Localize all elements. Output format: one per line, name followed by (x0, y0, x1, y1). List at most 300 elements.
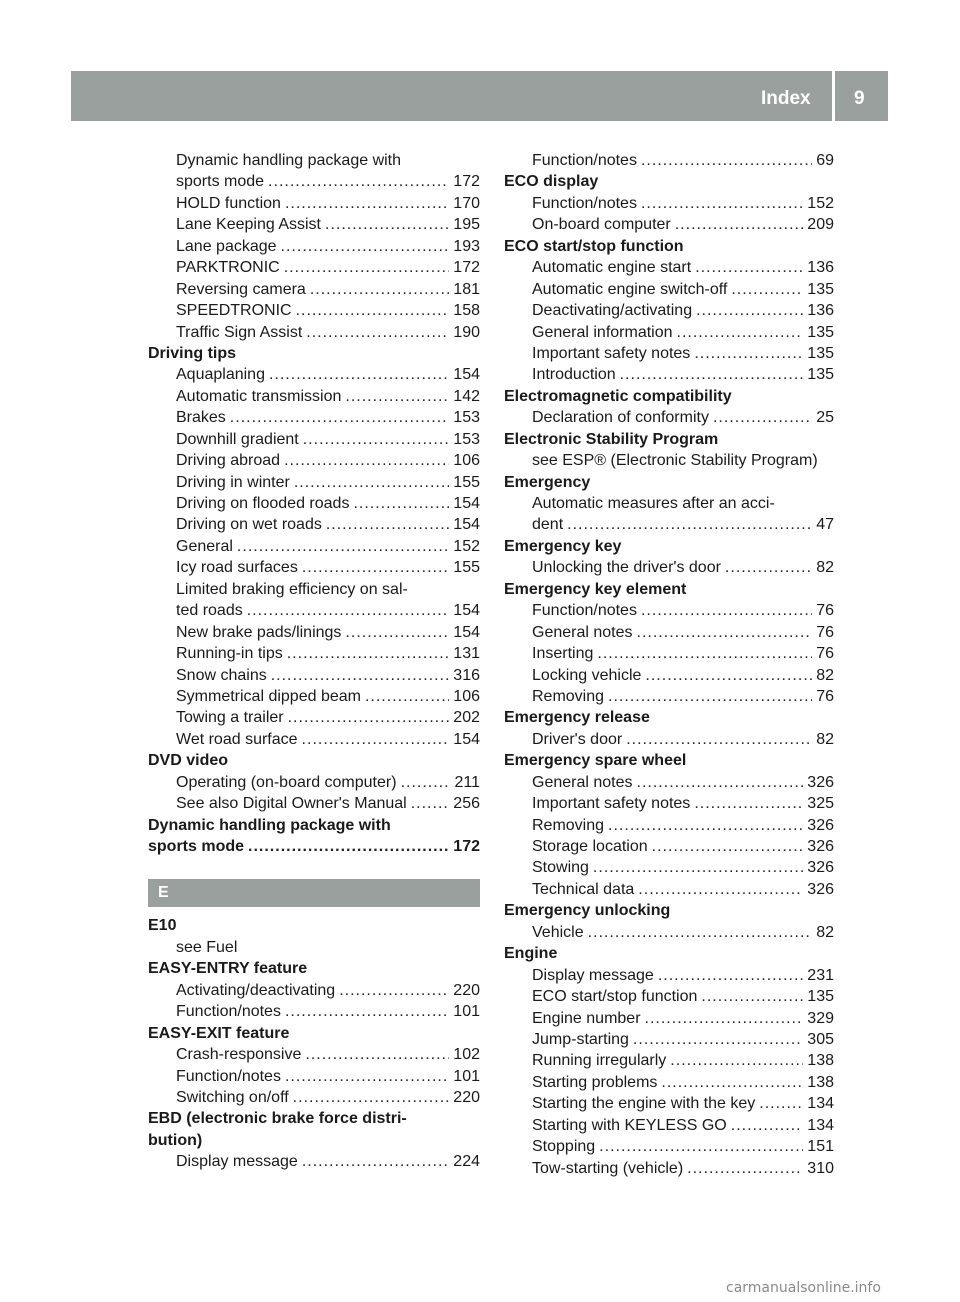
page-ref[interactable]: 25 (816, 409, 834, 427)
index-entry (148, 1044, 480, 1065)
entry-text: Tow-starting (vehicle) (532, 1159, 684, 1177)
page-ref[interactable]: 106 (453, 687, 480, 705)
page-ref[interactable]: 172 (453, 259, 480, 277)
dot-leader (302, 557, 449, 578)
index-entry (504, 407, 834, 428)
page-ref[interactable]: 202 (453, 709, 480, 727)
dot-leader (641, 193, 803, 214)
entry-text: sports mode (148, 838, 245, 855)
dot-leader (294, 472, 449, 493)
dot-leader (626, 729, 812, 750)
page-ref[interactable]: 195 (453, 216, 480, 234)
index-entry (148, 257, 480, 278)
dot-leader (645, 1008, 804, 1029)
dot-leader (713, 407, 812, 428)
index-heading (148, 958, 480, 979)
entry-text: Function/notes (176, 1003, 281, 1021)
index-entry (504, 643, 834, 664)
index-heading (504, 536, 834, 557)
entry-text: Important safety notes (532, 344, 691, 362)
index-entry (148, 729, 480, 750)
entry-text: Driver's door (532, 730, 623, 748)
index-entry (504, 600, 834, 621)
index-entry (504, 922, 834, 943)
page-ref[interactable]: 136 (807, 259, 834, 277)
entry-text: Switching on/off (176, 1088, 289, 1106)
index-entry (504, 1029, 834, 1050)
page-ref[interactable]: 224 (453, 1153, 480, 1171)
page-ref[interactable]: 316 (453, 666, 480, 684)
index-entry (504, 879, 834, 900)
entry-text: Activating/deactivating (176, 981, 336, 999)
entry-text: Emergency spare wheel (504, 752, 687, 770)
index-entry (148, 643, 480, 664)
page-ref[interactable]: 82 (816, 923, 834, 941)
page-ref[interactable]: 155 (453, 473, 480, 491)
page-ref[interactable]: 152 (453, 537, 480, 555)
page-ref[interactable]: 134 (807, 1095, 834, 1113)
index-heading (504, 707, 834, 728)
dot-leader (725, 557, 812, 578)
entry-text: Icy road surfaces (176, 559, 298, 577)
page-ref[interactable]: 256 (453, 795, 480, 813)
index-entry (148, 937, 480, 958)
dot-leader (677, 322, 804, 343)
page-ref[interactable]: 193 (453, 237, 480, 255)
dot-leader (326, 514, 449, 535)
index-entry (148, 1066, 480, 1087)
index-entry (148, 622, 480, 643)
page-ref[interactable]: 134 (807, 1116, 834, 1134)
index-entry (148, 707, 480, 728)
dot-leader (306, 322, 449, 343)
page-ref[interactable]: 181 (453, 280, 480, 298)
entry-text: Display message (532, 966, 654, 984)
entry-text: Automatic transmission (176, 387, 342, 405)
entry-text: Towing a trailer (176, 709, 284, 727)
index-heading (148, 815, 480, 836)
index-entry (148, 450, 480, 471)
index-heading (504, 579, 834, 600)
dot-leader (638, 879, 803, 900)
index-entry (504, 150, 834, 171)
page-ref[interactable]: 153 (453, 409, 480, 427)
dot-leader (637, 772, 804, 793)
dot-leader (731, 1115, 804, 1136)
index-entry (504, 322, 834, 343)
page-ref[interactable]: 69 (816, 152, 834, 169)
dot-leader (268, 171, 449, 192)
page-ref[interactable]: 155 (453, 559, 480, 577)
entry-text: On-board computer (532, 216, 671, 234)
page-ref[interactable]: 154 (453, 366, 480, 384)
dot-leader (339, 980, 449, 1001)
entry-text: Introduction (532, 366, 616, 384)
page-ref[interactable]: 172 (453, 173, 480, 191)
dot-leader (608, 686, 812, 707)
dot-leader (269, 364, 449, 385)
page-ref[interactable]: 154 (453, 602, 480, 620)
entry-text: See also Digital Owner's Manual (176, 795, 407, 813)
dot-leader (661, 1072, 803, 1093)
page-ref[interactable]: 326 (807, 880, 834, 898)
index-entry (148, 429, 480, 450)
page-ref[interactable]: 211 (454, 773, 480, 791)
index-entry (504, 1158, 834, 1179)
dot-leader (759, 1093, 803, 1114)
entry-text: Automatic engine start (532, 259, 692, 277)
index-entry (504, 193, 834, 214)
index-entry (148, 407, 480, 428)
entry-text: Technical data (532, 880, 635, 898)
index-entry (148, 171, 480, 192)
dot-leader (633, 1029, 803, 1050)
index-entry (504, 1115, 834, 1136)
entry-text: Driving on wet roads (176, 516, 322, 534)
index-entry (148, 772, 480, 793)
index-heading (504, 429, 834, 450)
entry-text: Crash-responsive (176, 1046, 302, 1064)
entry-text: HOLD function (176, 194, 281, 212)
index-entry (504, 257, 834, 278)
index-entry (504, 450, 834, 471)
page-ref[interactable]: 76 (816, 687, 834, 705)
index-heading (148, 1108, 480, 1129)
index-entry (504, 986, 834, 1007)
page-number: 9 (854, 88, 865, 109)
entry-text: Downhill gradient (176, 430, 299, 448)
dot-leader (271, 665, 450, 686)
dot-leader (287, 643, 450, 664)
page-ref[interactable]: 325 (807, 795, 834, 813)
entry-text: Stowing (532, 859, 589, 877)
dot-leader (285, 193, 449, 214)
page-ref[interactable]: 154 (453, 495, 480, 512)
index-entry (504, 1093, 834, 1114)
dot-leader (670, 1050, 803, 1071)
page-ref[interactable]: 135 (807, 344, 834, 362)
dot-leader (599, 1136, 803, 1157)
page-ref[interactable]: 329 (807, 1009, 834, 1027)
index-heading (504, 900, 834, 921)
dot-leader (365, 686, 449, 707)
page-ref[interactable]: 154 (453, 623, 480, 641)
index-entry (504, 836, 834, 857)
page-ref[interactable]: 136 (807, 302, 834, 320)
page-ref[interactable]: 76 (816, 623, 834, 641)
dot-leader (247, 600, 450, 621)
entry-text: Dynamic handling package with (176, 152, 402, 169)
dot-leader (401, 772, 451, 793)
entry-text: Emergency key (504, 537, 622, 555)
entry-text: Automatic engine switch-off (532, 280, 728, 298)
entry-text: Starting with KEYLESS GO (532, 1116, 727, 1134)
index-entry (504, 493, 834, 514)
index-heading (504, 472, 834, 493)
dot-leader (645, 665, 812, 686)
page-ref[interactable]: 170 (453, 194, 480, 212)
dot-leader (230, 407, 450, 428)
dot-leader (305, 1044, 449, 1065)
dot-leader (285, 1001, 449, 1022)
dot-leader (296, 300, 450, 321)
entry-text: Vehicle (532, 923, 584, 941)
index-entry (148, 472, 480, 493)
dot-leader (281, 236, 450, 257)
entry-text: Dynamic handling package with (148, 816, 391, 834)
index-entry (504, 343, 834, 364)
index-heading (148, 343, 480, 364)
entry-text: New brake pads/linings (176, 623, 342, 641)
dot-leader (302, 1151, 449, 1172)
index-entry (504, 300, 834, 321)
index-heading (504, 171, 834, 192)
page-ref[interactable]: 138 (807, 1073, 834, 1091)
index-entry (504, 622, 834, 643)
index-entry (148, 1151, 480, 1172)
entry-text: Emergency unlocking (504, 902, 671, 920)
index-entry (148, 686, 480, 707)
entry-text: Reversing camera (176, 280, 306, 298)
entry-text: Running-in tips (176, 645, 283, 663)
page-ref[interactable]: 106 (453, 452, 480, 470)
entry-text: ted roads (176, 602, 243, 620)
entry-text: Driving in winter (176, 473, 290, 491)
dot-leader (658, 965, 803, 986)
page-ref[interactable]: 135 (807, 366, 834, 384)
page-ref[interactable]: 220 (453, 981, 480, 999)
entry-text: Function/notes (532, 152, 637, 169)
index-entry (504, 364, 834, 385)
entry-text: Snow chains (176, 666, 267, 684)
dot-leader (237, 536, 449, 557)
page-ref[interactable]: 82 (816, 559, 834, 577)
entry-text: Deactivating/activating (532, 302, 693, 320)
index-entry (504, 857, 834, 878)
entry-text: Lane Keeping Assist (176, 216, 321, 234)
entry-text: dent (532, 516, 564, 534)
index-entry (504, 1136, 834, 1157)
dot-leader (302, 729, 450, 750)
page-ref[interactable]: 326 (807, 838, 834, 855)
page-ref[interactable]: 135 (807, 280, 834, 298)
entry-text: EASY-ENTRY feature (148, 960, 308, 978)
page-ref[interactable]: 154 (453, 730, 480, 748)
index-heading (148, 915, 480, 936)
index-entry (148, 322, 480, 343)
entry-text: General information (532, 323, 673, 341)
entry-text: Symmetrical dipped beam (176, 687, 361, 705)
section-letter-bar: E (148, 879, 480, 907)
index-entry (148, 214, 480, 235)
page-ref[interactable]: 82 (816, 666, 834, 684)
dot-leader (620, 364, 804, 385)
index-heading (148, 1023, 480, 1044)
index-column-left (148, 150, 480, 1173)
entry-text: ECO start/stop function (532, 988, 698, 1006)
dot-leader (284, 450, 449, 471)
entry-text: Unlocking the driver's door (532, 559, 721, 577)
entry-text: PARKTRONIC (176, 259, 280, 277)
index-entry (504, 965, 834, 986)
dot-leader (288, 707, 450, 728)
entry-text: bution) (148, 1131, 203, 1149)
entry-text: see ESP® (Electronic Stability Program) (532, 452, 818, 470)
page-ref[interactable]: 190 (453, 323, 480, 341)
page-ref[interactable]: 135 (807, 323, 834, 341)
dot-leader (696, 300, 803, 321)
page-ref[interactable]: 101 (453, 1003, 480, 1021)
index-entry (148, 1087, 480, 1108)
dot-leader (588, 922, 813, 943)
index-entry (504, 1008, 834, 1029)
entry-text: General (176, 537, 233, 555)
dot-leader (641, 150, 812, 171)
index-entry (148, 279, 480, 300)
dot-leader (310, 279, 449, 300)
dot-leader (637, 622, 813, 643)
dot-leader (694, 793, 803, 814)
entry-text: Engine (504, 945, 558, 963)
page-ref[interactable]: 102 (453, 1046, 480, 1064)
index-entry (504, 793, 834, 814)
entry-text: Inserting (532, 645, 594, 663)
entry-text: Automatic measures after an acci- (532, 495, 775, 512)
dot-leader (694, 343, 803, 364)
index-entry (504, 686, 834, 707)
entry-text: Lane package (176, 237, 277, 255)
index-entry (504, 557, 834, 578)
entry-text: Removing (532, 687, 605, 705)
entry-text: E10 (148, 917, 177, 935)
page-ref[interactable]: 220 (453, 1088, 480, 1106)
page-ref[interactable]: 172 (453, 838, 480, 855)
page-ref[interactable]: 209 (807, 216, 834, 234)
page-ref[interactable]: 142 (453, 387, 480, 405)
page-ref[interactable]: 152 (807, 194, 834, 212)
dot-leader (593, 857, 803, 878)
entry-text: Wet road surface (176, 730, 298, 748)
dot-leader (353, 493, 449, 514)
index-entry (148, 600, 480, 621)
dot-leader (567, 514, 812, 535)
index-entry (504, 279, 834, 300)
page-ref[interactable]: 305 (807, 1030, 834, 1048)
page-ref[interactable]: 310 (807, 1159, 834, 1177)
index-entry (148, 386, 480, 407)
dot-leader (293, 1087, 450, 1108)
page-ref[interactable]: 82 (816, 730, 834, 748)
index-entry (504, 1050, 834, 1071)
dot-leader (248, 836, 449, 857)
entry-text: Emergency (504, 473, 591, 491)
page-ref[interactable]: 154 (453, 516, 480, 534)
index-entry (148, 536, 480, 557)
entry-text: Function/notes (532, 194, 637, 212)
entry-text: Jump-starting (532, 1030, 629, 1048)
index-entry (148, 236, 480, 257)
index-entry (148, 493, 480, 514)
index-entry (148, 300, 480, 321)
entry-text: General notes (532, 623, 633, 641)
entry-text: Traffic Sign Assist (176, 323, 303, 341)
dot-leader (303, 429, 450, 450)
entry-text: Locking vehicle (532, 666, 642, 684)
dot-leader (695, 257, 803, 278)
index-entry (148, 579, 480, 600)
page-ref[interactable]: 158 (453, 302, 480, 320)
index-entry (504, 514, 834, 535)
page-ref[interactable]: 131 (453, 645, 480, 663)
page-ref[interactable]: 326 (807, 773, 834, 791)
entry-text: Running irregularly (532, 1052, 667, 1070)
entry-text: Declaration of conformity (532, 409, 709, 427)
page-ref[interactable]: 138 (807, 1052, 834, 1070)
index-entry (504, 815, 834, 836)
index-entry (148, 980, 480, 1001)
entry-text: Removing (532, 816, 605, 834)
page-ref[interactable]: 326 (807, 816, 834, 834)
page-ref[interactable]: 76 (816, 645, 834, 663)
entry-text: Brakes (176, 409, 226, 427)
index-entry (504, 772, 834, 793)
page-ref[interactable]: 326 (807, 859, 834, 877)
entry-text: EASY-EXIT feature (148, 1024, 290, 1042)
page-title: Index (761, 88, 811, 109)
index-entry (504, 665, 834, 686)
index-heading (504, 750, 834, 771)
watermark: carmanualsonline.info (726, 1280, 881, 1296)
page-ref[interactable]: 153 (453, 430, 480, 448)
page-ref[interactable]: 101 (453, 1067, 480, 1085)
entry-text: Function/notes (532, 602, 637, 620)
dot-leader (411, 793, 450, 814)
index-entry (148, 364, 480, 385)
dot-leader (284, 257, 450, 278)
entry-text: Operating (on-board computer) (176, 773, 397, 791)
index-heading (504, 236, 834, 257)
entry-text: Aquaplaning (176, 366, 265, 384)
entry-text: Display message (176, 1153, 298, 1171)
index-entry (504, 1072, 834, 1093)
dot-leader (345, 386, 449, 407)
index-entry (148, 793, 480, 814)
index-heading (148, 836, 480, 857)
dot-leader (641, 600, 812, 621)
dot-leader (731, 279, 803, 300)
page-ref[interactable]: 47 (816, 516, 834, 534)
index-column-right (504, 150, 834, 1179)
index-entry (148, 150, 480, 171)
entry-text: Driving on flooded roads (176, 495, 350, 512)
dot-leader (687, 1158, 803, 1179)
header-divider (832, 71, 835, 121)
page-ref[interactable]: 76 (816, 602, 834, 620)
page-ref[interactable]: 231 (807, 966, 834, 984)
entry-text: General notes (532, 773, 633, 791)
index-entry (148, 1001, 480, 1022)
page-ref[interactable]: 135 (807, 988, 834, 1006)
entry-text: ECO start/stop function (504, 237, 684, 255)
index-entry (148, 665, 480, 686)
entry-text: Emergency release (504, 709, 650, 727)
entry-text: Electronic Stability Program (504, 430, 719, 448)
entry-text: sports mode (176, 173, 265, 191)
entry-text: Stopping (532, 1138, 596, 1156)
page-ref[interactable]: 151 (807, 1138, 834, 1156)
entry-text: Starting problems (532, 1073, 658, 1091)
dot-leader (325, 214, 449, 235)
